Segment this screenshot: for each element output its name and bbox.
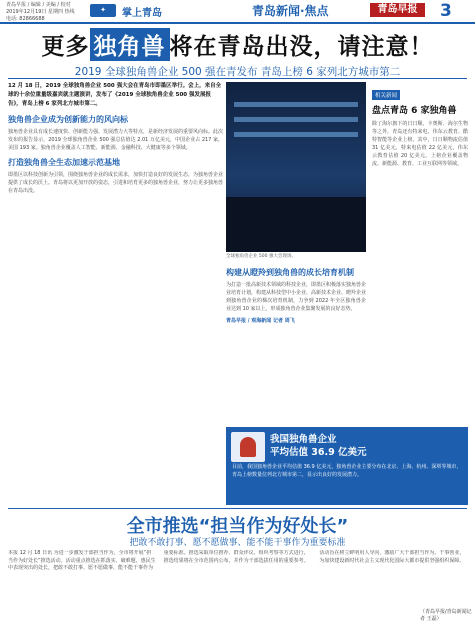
photo-caption: 全球独角兽企业 500 强大会现场。 [226,254,296,259]
info-text: 目前，我国独角兽企业平均估值 36.9 亿美元，独角兽企业主要分布在北京、上海、杭州、深圳等城市，青岛上榜数量位列北方城市第二，显示出良好的发展潜力。 [232,464,462,478]
section-title: 青岛新闻·焦点 [252,4,329,18]
right-title: 盘点青岛 6 家独角兽 [372,106,457,116]
bottom-headline: 全市推选“担当作为好处长” [126,516,349,537]
info-title-line2: 平均估值 36.9 亿美元 [270,447,367,458]
headline-highlight: 独角兽 [90,28,170,61]
right-text: 除了海尔旗下的日日顺、卡奥斯、海尔生物等之外，青岛还有特来电、伟东云教育、酷特智能等企业上榜。其中，日日顺物流估值 31 亿美元，特来电估值 22 亿美元，伟东云教育估值 20 亿美元。上榜企业覆盖物流、新能源、教育、工业互联网等领域。 [372,121,468,167]
related-news-badge: 相关新闻 [372,90,400,100]
section1-title: 独角兽企业成为创新能力的风向标 [8,115,128,124]
middle-column [226,262,366,422]
trophy-icon [231,432,265,462]
section1-text: 独角兽企业具有成长速度快、创新能力强、发展潜力大等特点，是新经济发展的重要风向标。此次发布的报告显示，2019 全球独角兽企业 500 强总估值达 2.01 万亿美元，中国企业占 217 家，美国 193 家。独角兽企业覆盖人工智能、新能源、金融科技、大健康等多个领域。 [8,129,223,151]
event-photo [226,82,366,252]
divider [8,78,467,79]
info-box [226,427,468,505]
byline: 青岛早报 / 观海新闻 记者 周飞 [226,318,295,324]
bottom-footer: （青岛早报/青岛新闻记者 王磊） [420,609,472,622]
headline-part2: 将在青岛出没，请注意！ [169,34,434,60]
divider-bottom [8,508,467,509]
middle-text: 为打造一批高新技术领域的科技企业，即墨区积极落实独角兽企业培育计划，构建从科技型中小企业、高新技术企业、瞪羚企业到独角兽企业的梯次培育机制，力争到 2022 年全区独角兽企业达到 10 家以上，形成独角兽企业集聚发展的良好态势。 [226,282,366,312]
bottom-subtitle: 把敢不敢打事、愿不愿做事、能不能干事作为重要标准 [129,538,346,548]
middle-section-title: 构建从瞪羚到独角兽的成长培育机制 [226,268,354,277]
headline-part1: 更多 [41,34,90,60]
app-icon: ✦ [90,4,116,17]
left-column [8,82,223,477]
paper-name: 青岛早报 [370,3,425,17]
lead-paragraph: 12 月 18 日，2019 全球独角兽企业 500 强大会在青岛市即墨区举行。会上，来自全球的十余位重量级嘉宾就主题演讲，发布了《2019 全球独角兽企业 500 强发展报告》，青岛上榜 6 家列北方城市第二。 [8,83,222,107]
right-column [372,82,468,422]
header-info: 青岛早报 / 编辑 / 美编 / 校对 2019年12月19日 星期四 热线电话: 82866688 [6,2,75,22]
section2-title: 打造独角兽全生态加速示范基地 [8,158,120,167]
section2-text: 即墨区以科技创新为引领，围绕独角兽企业的成长需求，加快打造良好的发展生态，为独角兽企业提供了成长的沃土。青岛将以更加开放的姿态，引进和培育更多的独角兽企业，努力让更多独角兽在青岛出没。 [8,172,223,194]
headline-subtitle: 2019 全球独角兽企业 500 强在青发布 青岛上榜 6 家列北方城市第二 [74,66,401,78]
main-headline [0,28,475,61]
bottom-text: 本报 12 月 18 日讯 为进一步激发干部担当作为，全市将开展“担当作为好处长”推选活动。活动重点推选在抓落实、破难题、惠民生中表现突出的处长，把敢不敢打事、愿不愿做事、能不能干事作为重要标准。推选采取单位推荐、群众评议、组织考察等方式进行，推选结果将在全市范围内公布，并作为干部选拔任用的重要参考。活动旨在树立鲜明用人导向，激励广大干部担当作为、干事创业，为加快建设新时代社会主义现代化国际大都市提供坚强组织保障。 [8,550,465,571]
app-label: 掌上青岛 [122,8,162,19]
info-title-line1: 我国独角兽企业 [270,434,337,445]
masthead [0,0,475,24]
page-number: 3 [440,1,452,21]
